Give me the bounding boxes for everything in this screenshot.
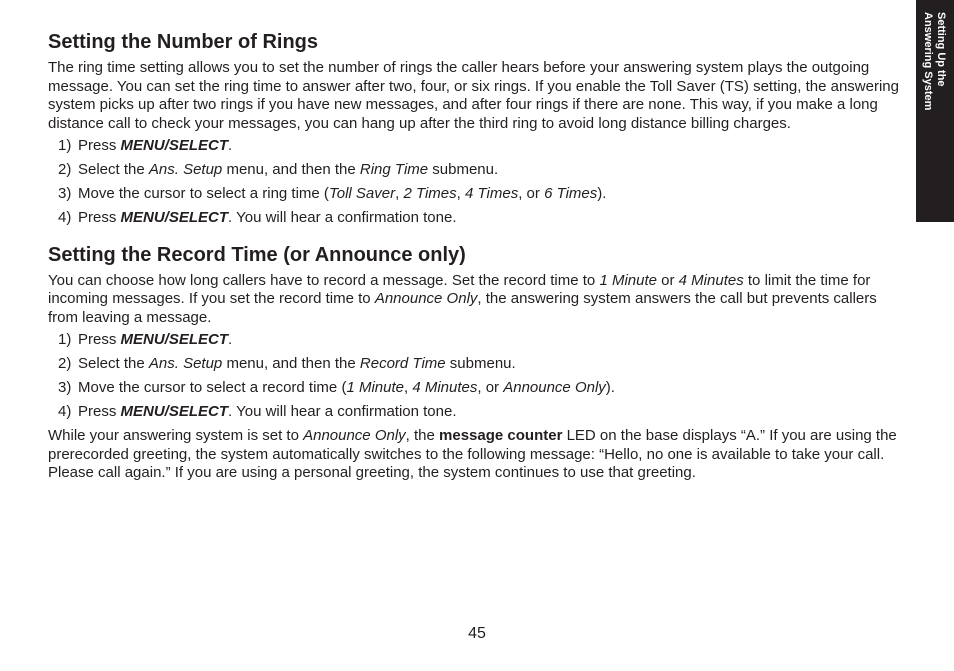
- menu-select-key: MENU/SELECT: [120, 209, 229, 226]
- step-item: [48, 403, 910, 422]
- menu-name: Ans. Setup: [148, 161, 223, 178]
- step-text: Move the cursor to select a ring time (: [78, 185, 329, 202]
- side-tab-line-1: Setting Up the: [935, 12, 947, 87]
- step-text: menu, and then the: [222, 161, 360, 178]
- step-text: Press: [78, 403, 121, 420]
- menu-select-key: MENU/SELECT: [120, 403, 229, 420]
- paragraph-text: While your answering system is set to: [48, 427, 304, 444]
- step-number: 1): [58, 331, 72, 348]
- section-2-steps: [48, 331, 910, 422]
- step-number: 4): [58, 209, 72, 226]
- page-content: [48, 30, 910, 483]
- option-name: 1 Minute: [346, 379, 404, 396]
- step-item: [48, 161, 910, 180]
- paragraph-text: You can choose how long callers have to record a message. Set the record time to: [48, 271, 600, 289]
- option-name: 4 Times: [465, 185, 519, 202]
- option-name: 1 Minute: [599, 271, 657, 289]
- option-name: Announce Only: [303, 427, 406, 444]
- step-number: 3): [58, 185, 72, 202]
- step-text: menu, and then the: [222, 355, 360, 372]
- menu-select-key: MENU/SELECT: [120, 137, 229, 154]
- step-item: [48, 331, 910, 350]
- section-1-heading: Setting the Number of Rings: [48, 31, 318, 53]
- step-number: 2): [58, 161, 72, 178]
- announce-only-note: [48, 427, 910, 483]
- step-text: ,: [456, 185, 465, 202]
- step-text: . You will hear a confirmation tone.: [228, 403, 457, 420]
- side-tab-line-2: Answering System: [922, 12, 934, 111]
- paragraph-text: , the: [405, 427, 440, 444]
- step-item: [48, 379, 910, 398]
- option-name: 6 Times: [544, 185, 598, 202]
- step-item: [48, 185, 910, 204]
- step-text: submenu.: [428, 161, 499, 178]
- paragraph-text: or: [656, 271, 679, 289]
- step-item: [48, 209, 910, 228]
- message-counter-label: message counter: [439, 427, 563, 444]
- step-text: , or: [518, 185, 545, 202]
- section-1-paragraph: The ring time setting allows you to set the number of rings the caller hears before your answering system plays the outgoing message. You can set the ring time to answer after two, four, or six rings. If you enable the Toll Saver (TS) setting, the answering system picks up after two rings if you have new messages, and after four rings if there are none. This way, if you make a long distance call to check your messages, you can hang up after the third ring to avoid long distance billing charges.: [48, 59, 899, 132]
- step-text: ,: [403, 379, 413, 396]
- menu-select-key: MENU/SELECT: [120, 331, 229, 348]
- paragraph-text: LED on the base displays “A.” If you are using the prerecorded greeting, the system automatically switches to the following message: “Hello, no one is available to take your call. Please call again.” If you are using a personal greeting, the system continues to use that greeting.: [48, 427, 897, 481]
- step-number: 2): [58, 355, 72, 372]
- step-text: ).: [605, 379, 615, 396]
- section-2-paragraph: [48, 272, 910, 328]
- option-name: 2 Times: [403, 185, 457, 202]
- step-number: 3): [58, 379, 72, 396]
- step-text: Move the cursor to select a record time (: [78, 379, 347, 396]
- step-text: Press: [78, 209, 121, 226]
- step-text: ,: [395, 185, 404, 202]
- option-name: Announce Only: [503, 379, 606, 396]
- step-number: 1): [58, 137, 72, 154]
- section-2-heading: Setting the Record Time (or Announce only): [48, 243, 466, 266]
- section-side-tab: [916, 0, 954, 222]
- submenu-name: Record Time: [359, 355, 446, 372]
- step-text: submenu.: [445, 355, 516, 372]
- step-text: Select the: [78, 161, 149, 178]
- step-item: [48, 137, 910, 156]
- paragraph-text: , the answering system answers the call but prevents callers from leaving a message.: [48, 290, 877, 326]
- paragraph-text: to limit the time for incoming messages. If you set the record time to: [48, 271, 871, 307]
- section-1-steps: [48, 137, 910, 228]
- option-name: 4 Minutes: [412, 379, 478, 396]
- option-name: Toll Saver: [328, 185, 396, 202]
- step-text: Select the: [78, 355, 149, 372]
- step-text: , or: [477, 379, 504, 396]
- step-text: . You will hear a confirmation tone.: [228, 209, 457, 226]
- step-item: [48, 355, 910, 374]
- option-name: 4 Minutes: [678, 271, 744, 289]
- submenu-name: Ring Time: [359, 161, 429, 178]
- menu-name: Ans. Setup: [148, 355, 223, 372]
- side-tab-label: [921, 12, 947, 192]
- step-text: Press: [78, 137, 121, 154]
- step-number: 4): [58, 403, 72, 420]
- option-name: Announce Only: [374, 290, 478, 307]
- step-text: Press: [78, 331, 121, 348]
- step-text: .: [228, 331, 233, 348]
- step-text: .: [228, 137, 233, 154]
- step-text: ).: [597, 185, 607, 202]
- page-number: 45: [468, 625, 486, 642]
